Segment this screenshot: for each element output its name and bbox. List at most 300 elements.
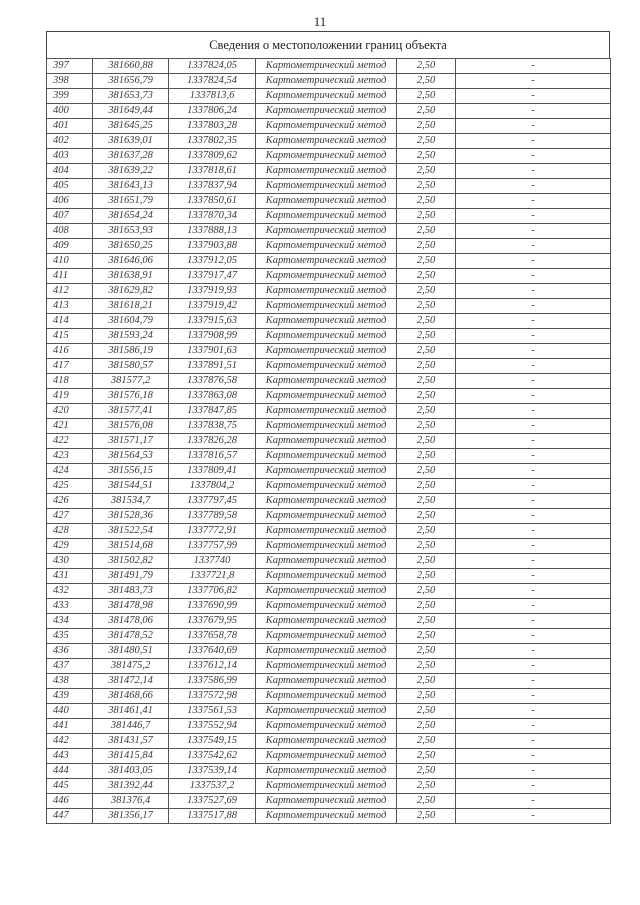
y-coordinate-cell: 1337612,14 <box>169 659 256 674</box>
accuracy-cell: 2,50 <box>397 59 456 74</box>
x-coordinate-cell: 381544,51 <box>93 479 169 494</box>
method-cell: Картометрический метод <box>256 794 397 809</box>
accuracy-cell: 2,50 <box>397 569 456 584</box>
y-coordinate-cell: 1337850,61 <box>169 194 256 209</box>
description-cell: - <box>456 284 611 299</box>
x-coordinate-cell: 381571,17 <box>93 434 169 449</box>
description-cell: - <box>456 494 611 509</box>
x-coordinate-cell: 381376,4 <box>93 794 169 809</box>
accuracy-cell: 2,50 <box>397 359 456 374</box>
x-coordinate-cell: 381483,73 <box>93 584 169 599</box>
description-cell: - <box>456 554 611 569</box>
table-row <box>47 104 611 119</box>
table-row <box>47 434 611 449</box>
point-number-cell: 413 <box>47 299 93 314</box>
x-coordinate-cell: 381577,2 <box>93 374 169 389</box>
point-number-cell: 429 <box>47 539 93 554</box>
method-cell: Картометрический метод <box>256 164 397 179</box>
table-row <box>47 569 611 584</box>
method-cell: Картометрический метод <box>256 524 397 539</box>
point-number-cell: 428 <box>47 524 93 539</box>
table-row <box>47 764 611 779</box>
point-number-cell: 417 <box>47 359 93 374</box>
description-cell: - <box>456 194 611 209</box>
method-cell: Картометрический метод <box>256 494 397 509</box>
x-coordinate-cell: 381480,51 <box>93 644 169 659</box>
accuracy-cell: 2,50 <box>397 269 456 284</box>
point-number-cell: 422 <box>47 434 93 449</box>
point-number-cell: 433 <box>47 599 93 614</box>
method-cell: Картометрический метод <box>256 509 397 524</box>
method-cell: Картометрический метод <box>256 74 397 89</box>
point-number-cell: 416 <box>47 344 93 359</box>
method-cell: Картометрический метод <box>256 479 397 494</box>
accuracy-cell: 2,50 <box>397 299 456 314</box>
x-coordinate-cell: 381660,88 <box>93 59 169 74</box>
method-cell: Картометрический метод <box>256 809 397 824</box>
table-row <box>47 479 611 494</box>
x-coordinate-cell: 381491,79 <box>93 569 169 584</box>
table-row <box>47 359 611 374</box>
accuracy-cell: 2,50 <box>397 479 456 494</box>
description-cell: - <box>456 254 611 269</box>
accuracy-cell: 2,50 <box>397 764 456 779</box>
method-cell: Картометрический метод <box>256 539 397 554</box>
description-cell: - <box>456 344 611 359</box>
point-number-cell: 439 <box>47 689 93 704</box>
method-cell: Картометрический метод <box>256 404 397 419</box>
method-cell: Картометрический метод <box>256 659 397 674</box>
accuracy-cell: 2,50 <box>397 509 456 524</box>
accuracy-cell: 2,50 <box>397 314 456 329</box>
method-cell: Картометрический метод <box>256 569 397 584</box>
x-coordinate-cell: 381522,54 <box>93 524 169 539</box>
point-number-cell: 436 <box>47 644 93 659</box>
y-coordinate-cell: 1337888,13 <box>169 224 256 239</box>
method-cell: Картометрический метод <box>256 239 397 254</box>
point-number-cell: 409 <box>47 239 93 254</box>
x-coordinate-cell: 381653,93 <box>93 224 169 239</box>
table-row <box>47 689 611 704</box>
table-row <box>47 794 611 809</box>
description-cell: - <box>456 449 611 464</box>
description-cell: - <box>456 809 611 824</box>
table-row <box>47 494 611 509</box>
method-cell: Картометрический метод <box>256 719 397 734</box>
table-row <box>47 779 611 794</box>
description-cell: - <box>456 239 611 254</box>
accuracy-cell: 2,50 <box>397 719 456 734</box>
point-number-cell: 419 <box>47 389 93 404</box>
method-cell: Картометрический метод <box>256 704 397 719</box>
description-cell: - <box>456 404 611 419</box>
y-coordinate-cell: 1337876,58 <box>169 374 256 389</box>
x-coordinate-cell: 381403,05 <box>93 764 169 779</box>
x-coordinate-cell: 381392,44 <box>93 779 169 794</box>
table-row <box>47 629 611 644</box>
method-cell: Картометрический метод <box>256 779 397 794</box>
y-coordinate-cell: 1337919,93 <box>169 284 256 299</box>
method-cell: Картометрический метод <box>256 674 397 689</box>
method-cell: Картометрический метод <box>256 329 397 344</box>
description-cell: - <box>456 299 611 314</box>
description-cell: - <box>456 119 611 134</box>
y-coordinate-cell: 1337908,99 <box>169 329 256 344</box>
description-cell: - <box>456 179 611 194</box>
description-cell: - <box>456 464 611 479</box>
table-row <box>47 209 611 224</box>
accuracy-cell: 2,50 <box>397 209 456 224</box>
y-coordinate-cell: 1337847,85 <box>169 404 256 419</box>
y-coordinate-cell: 1337915,63 <box>169 314 256 329</box>
point-number-cell: 432 <box>47 584 93 599</box>
point-number-cell: 446 <box>47 794 93 809</box>
y-coordinate-cell: 1337903,88 <box>169 239 256 254</box>
x-coordinate-cell: 381472,14 <box>93 674 169 689</box>
accuracy-cell: 2,50 <box>397 134 456 149</box>
method-cell: Картометрический метод <box>256 194 397 209</box>
method-cell: Картометрический метод <box>256 629 397 644</box>
description-cell: - <box>456 779 611 794</box>
table-title: Сведения о местоположении границ объекта <box>46 31 610 58</box>
y-coordinate-cell: 1337561,53 <box>169 704 256 719</box>
point-number-cell: 418 <box>47 374 93 389</box>
coordinates-table <box>46 58 611 824</box>
accuracy-cell: 2,50 <box>397 194 456 209</box>
accuracy-cell: 2,50 <box>397 674 456 689</box>
x-coordinate-cell: 381639,22 <box>93 164 169 179</box>
method-cell: Картометрический метод <box>256 344 397 359</box>
accuracy-cell: 2,50 <box>397 644 456 659</box>
y-coordinate-cell: 1337813,6 <box>169 89 256 104</box>
method-cell: Картометрический метод <box>256 89 397 104</box>
method-cell: Картометрический метод <box>256 104 397 119</box>
y-coordinate-cell: 1337658,78 <box>169 629 256 644</box>
table-row <box>47 734 611 749</box>
x-coordinate-cell: 381629,82 <box>93 284 169 299</box>
description-cell: - <box>456 359 611 374</box>
point-number-cell: 444 <box>47 764 93 779</box>
description-cell: - <box>456 599 611 614</box>
point-number-cell: 435 <box>47 629 93 644</box>
y-coordinate-cell: 1337824,54 <box>169 74 256 89</box>
description-cell: - <box>456 584 611 599</box>
method-cell: Картометрический метод <box>256 209 397 224</box>
table-row <box>47 554 611 569</box>
description-cell: - <box>456 704 611 719</box>
x-coordinate-cell: 381468,66 <box>93 689 169 704</box>
accuracy-cell: 2,50 <box>397 179 456 194</box>
description-cell: - <box>456 539 611 554</box>
method-cell: Картометрический метод <box>256 464 397 479</box>
method-cell: Картометрический метод <box>256 314 397 329</box>
method-cell: Картометрический метод <box>256 614 397 629</box>
y-coordinate-cell: 1337917,47 <box>169 269 256 284</box>
table-row <box>47 659 611 674</box>
point-number-cell: 430 <box>47 554 93 569</box>
method-cell: Картометрический метод <box>256 254 397 269</box>
accuracy-cell: 2,50 <box>397 164 456 179</box>
x-coordinate-cell: 381514,68 <box>93 539 169 554</box>
description-cell: - <box>456 734 611 749</box>
description-cell: - <box>456 719 611 734</box>
boundary-sheet <box>46 31 610 824</box>
point-number-cell: 423 <box>47 449 93 464</box>
point-number-cell: 442 <box>47 734 93 749</box>
method-cell: Картометрический метод <box>256 419 397 434</box>
table-row <box>47 284 611 299</box>
method-cell: Картометрический метод <box>256 449 397 464</box>
x-coordinate-cell: 381446,7 <box>93 719 169 734</box>
y-coordinate-cell: 1337838,75 <box>169 419 256 434</box>
point-number-cell: 405 <box>47 179 93 194</box>
x-coordinate-cell: 381604,79 <box>93 314 169 329</box>
y-coordinate-cell: 1337542,62 <box>169 749 256 764</box>
y-coordinate-cell: 1337816,57 <box>169 449 256 464</box>
table-row <box>47 59 611 74</box>
table-row <box>47 389 611 404</box>
accuracy-cell: 2,50 <box>397 659 456 674</box>
accuracy-cell: 2,50 <box>397 149 456 164</box>
y-coordinate-cell: 1337740 <box>169 554 256 569</box>
y-coordinate-cell: 1337809,41 <box>169 464 256 479</box>
y-coordinate-cell: 1337757,99 <box>169 539 256 554</box>
x-coordinate-cell: 381461,41 <box>93 704 169 719</box>
point-number-cell: 403 <box>47 149 93 164</box>
table-row <box>47 404 611 419</box>
table-row <box>47 194 611 209</box>
point-number-cell: 412 <box>47 284 93 299</box>
description-cell: - <box>456 674 611 689</box>
description-cell: - <box>456 59 611 74</box>
accuracy-cell: 2,50 <box>397 614 456 629</box>
description-cell: - <box>456 374 611 389</box>
point-number-cell: 402 <box>47 134 93 149</box>
description-cell: - <box>456 689 611 704</box>
table-row <box>47 134 611 149</box>
point-number-cell: 397 <box>47 59 93 74</box>
y-coordinate-cell: 1337721,8 <box>169 569 256 584</box>
point-number-cell: 420 <box>47 404 93 419</box>
method-cell: Картометрический метод <box>256 764 397 779</box>
accuracy-cell: 2,50 <box>397 554 456 569</box>
method-cell: Картометрический метод <box>256 224 397 239</box>
accuracy-cell: 2,50 <box>397 329 456 344</box>
point-number-cell: 408 <box>47 224 93 239</box>
table-row <box>47 254 611 269</box>
method-cell: Картометрический метод <box>256 119 397 134</box>
x-coordinate-cell: 381577,41 <box>93 404 169 419</box>
method-cell: Картометрический метод <box>256 644 397 659</box>
table-row <box>47 119 611 134</box>
description-cell: - <box>456 629 611 644</box>
x-coordinate-cell: 381576,08 <box>93 419 169 434</box>
x-coordinate-cell: 381475,2 <box>93 659 169 674</box>
table-row <box>47 149 611 164</box>
y-coordinate-cell: 1337789,58 <box>169 509 256 524</box>
point-number-cell: 431 <box>47 569 93 584</box>
x-coordinate-cell: 381638,91 <box>93 269 169 284</box>
accuracy-cell: 2,50 <box>397 374 456 389</box>
accuracy-cell: 2,50 <box>397 389 456 404</box>
description-cell: - <box>456 764 611 779</box>
description-cell: - <box>456 419 611 434</box>
description-cell: - <box>456 794 611 809</box>
x-coordinate-cell: 381651,79 <box>93 194 169 209</box>
table-row <box>47 464 611 479</box>
x-coordinate-cell: 381653,73 <box>93 89 169 104</box>
accuracy-cell: 2,50 <box>397 104 456 119</box>
y-coordinate-cell: 1337640,69 <box>169 644 256 659</box>
y-coordinate-cell: 1337539,14 <box>169 764 256 779</box>
table-row <box>47 614 611 629</box>
y-coordinate-cell: 1337891,51 <box>169 359 256 374</box>
description-cell: - <box>456 149 611 164</box>
y-coordinate-cell: 1337527,69 <box>169 794 256 809</box>
x-coordinate-cell: 381356,17 <box>93 809 169 824</box>
table-row <box>47 329 611 344</box>
method-cell: Картометрический метод <box>256 734 397 749</box>
x-coordinate-cell: 381576,18 <box>93 389 169 404</box>
point-number-cell: 434 <box>47 614 93 629</box>
y-coordinate-cell: 1337690,99 <box>169 599 256 614</box>
x-coordinate-cell: 381415,84 <box>93 749 169 764</box>
accuracy-cell: 2,50 <box>397 539 456 554</box>
table-row <box>47 809 611 824</box>
point-number-cell: 406 <box>47 194 93 209</box>
y-coordinate-cell: 1337901,63 <box>169 344 256 359</box>
x-coordinate-cell: 381580,57 <box>93 359 169 374</box>
table-row <box>47 449 611 464</box>
table-row <box>47 584 611 599</box>
accuracy-cell: 2,50 <box>397 524 456 539</box>
method-cell: Картометрический метод <box>256 269 397 284</box>
y-coordinate-cell: 1337679,95 <box>169 614 256 629</box>
accuracy-cell: 2,50 <box>397 734 456 749</box>
x-coordinate-cell: 381564,53 <box>93 449 169 464</box>
x-coordinate-cell: 381556,15 <box>93 464 169 479</box>
y-coordinate-cell: 1337826,28 <box>169 434 256 449</box>
y-coordinate-cell: 1337818,61 <box>169 164 256 179</box>
description-cell: - <box>456 524 611 539</box>
point-number-cell: 440 <box>47 704 93 719</box>
y-coordinate-cell: 1337837,94 <box>169 179 256 194</box>
y-coordinate-cell: 1337809,62 <box>169 149 256 164</box>
method-cell: Картометрический метод <box>256 599 397 614</box>
x-coordinate-cell: 381534,7 <box>93 494 169 509</box>
table-row <box>47 314 611 329</box>
point-number-cell: 437 <box>47 659 93 674</box>
accuracy-cell: 2,50 <box>397 284 456 299</box>
x-coordinate-cell: 381637,28 <box>93 149 169 164</box>
accuracy-cell: 2,50 <box>397 779 456 794</box>
table-row <box>47 224 611 239</box>
table-row <box>47 74 611 89</box>
point-number-cell: 427 <box>47 509 93 524</box>
x-coordinate-cell: 381478,06 <box>93 614 169 629</box>
description-cell: - <box>456 134 611 149</box>
y-coordinate-cell: 1337919,42 <box>169 299 256 314</box>
page-number: 11 <box>313 14 327 29</box>
description-cell: - <box>456 164 611 179</box>
description-cell: - <box>456 314 611 329</box>
y-coordinate-cell: 1337824,05 <box>169 59 256 74</box>
table-row <box>47 374 611 389</box>
description-cell: - <box>456 614 611 629</box>
point-number-cell: 398 <box>47 74 93 89</box>
method-cell: Картометрический метод <box>256 584 397 599</box>
point-number-cell: 404 <box>47 164 93 179</box>
x-coordinate-cell: 381431,57 <box>93 734 169 749</box>
point-number-cell: 445 <box>47 779 93 794</box>
y-coordinate-cell: 1337870,34 <box>169 209 256 224</box>
y-coordinate-cell: 1337863,08 <box>169 389 256 404</box>
x-coordinate-cell: 381478,52 <box>93 629 169 644</box>
accuracy-cell: 2,50 <box>397 224 456 239</box>
description-cell: - <box>456 389 611 404</box>
x-coordinate-cell: 381656,79 <box>93 74 169 89</box>
description-cell: - <box>456 104 611 119</box>
x-coordinate-cell: 381646,06 <box>93 254 169 269</box>
table-row <box>47 509 611 524</box>
point-number-cell: 447 <box>47 809 93 824</box>
point-number-cell: 399 <box>47 89 93 104</box>
accuracy-cell: 2,50 <box>397 344 456 359</box>
accuracy-cell: 2,50 <box>397 434 456 449</box>
y-coordinate-cell: 1337586,99 <box>169 674 256 689</box>
x-coordinate-cell: 381639,01 <box>93 134 169 149</box>
table-row <box>47 719 611 734</box>
y-coordinate-cell: 1337804,2 <box>169 479 256 494</box>
point-number-cell: 415 <box>47 329 93 344</box>
accuracy-cell: 2,50 <box>397 119 456 134</box>
method-cell: Картометрический метод <box>256 299 397 314</box>
coordinates-table-body <box>47 59 611 824</box>
method-cell: Картометрический метод <box>256 749 397 764</box>
table-row <box>47 599 611 614</box>
description-cell: - <box>456 434 611 449</box>
x-coordinate-cell: 381649,44 <box>93 104 169 119</box>
point-number-cell: 438 <box>47 674 93 689</box>
table-row <box>47 674 611 689</box>
point-number-cell: 407 <box>47 209 93 224</box>
accuracy-cell: 2,50 <box>397 239 456 254</box>
description-cell: - <box>456 644 611 659</box>
x-coordinate-cell: 381654,24 <box>93 209 169 224</box>
accuracy-cell: 2,50 <box>397 419 456 434</box>
accuracy-cell: 2,50 <box>397 599 456 614</box>
accuracy-cell: 2,50 <box>397 794 456 809</box>
table-row <box>47 539 611 554</box>
table-row <box>47 344 611 359</box>
accuracy-cell: 2,50 <box>397 749 456 764</box>
method-cell: Картометрический метод <box>256 434 397 449</box>
accuracy-cell: 2,50 <box>397 89 456 104</box>
method-cell: Картометрический метод <box>256 59 397 74</box>
point-number-cell: 441 <box>47 719 93 734</box>
point-number-cell: 443 <box>47 749 93 764</box>
description-cell: - <box>456 89 611 104</box>
point-number-cell: 425 <box>47 479 93 494</box>
point-number-cell: 421 <box>47 419 93 434</box>
table-row <box>47 179 611 194</box>
table-row <box>47 269 611 284</box>
method-cell: Картометрический метод <box>256 374 397 389</box>
method-cell: Картометрический метод <box>256 689 397 704</box>
table-row <box>47 749 611 764</box>
method-cell: Картометрический метод <box>256 179 397 194</box>
y-coordinate-cell: 1337706,82 <box>169 584 256 599</box>
